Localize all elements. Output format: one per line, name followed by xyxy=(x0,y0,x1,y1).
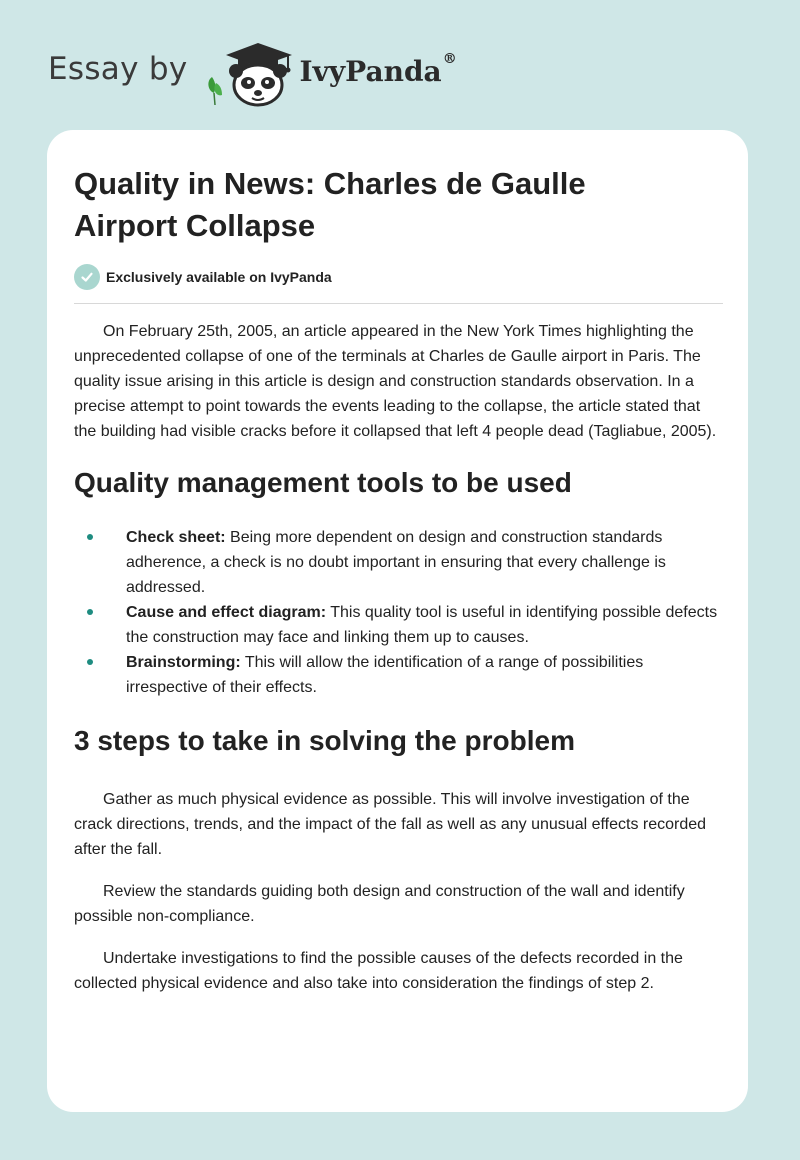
article-body xyxy=(74,319,724,1013)
bullet-icon xyxy=(87,534,93,540)
panda-logo-icon[interactable] xyxy=(202,37,298,109)
registered-mark: ® xyxy=(442,50,457,67)
divider xyxy=(74,303,723,304)
brand-prefix: Essay by xyxy=(48,51,188,87)
exclusive-badge xyxy=(74,264,332,290)
section-heading-tools: Quality management tools to be used xyxy=(74,467,572,498)
brand-name[interactable]: IvyPanda® xyxy=(299,50,457,88)
step-paragraph-1: Gather as much physical evidence as possible. This will involve investigation of the crack directions, trends, and the impact of the fall as well as any unusual effects recorded after the fall. xyxy=(74,791,707,858)
exclusive-label: Exclusively available on IvyPanda xyxy=(106,269,332,285)
list-item-term: Cause and effect diagram: xyxy=(126,604,327,621)
essay-card xyxy=(47,130,748,1112)
list-item-text: This will allow the identification of a range of possibilities irrespective of their effects. xyxy=(126,654,644,696)
bullet-icon xyxy=(87,609,93,615)
tools-list xyxy=(74,525,724,700)
list-item-term: Check sheet: xyxy=(126,529,226,546)
list-item xyxy=(74,525,724,600)
list-item xyxy=(74,650,724,700)
list-item xyxy=(74,600,724,650)
intro-paragraph: On February 25th, 2005, an article appeared in the New York Times highlighting the unprecedented collapse of one of the terminals at Charles de Gaulle airport in Paris. The quality issue arising in this article is design and construction standards observation. In a precise attempt to point towards the events leading to the collapse, the article stated that the building had visible cracks before it collapsed that left 4 people dead (Tagliabue, 2005). xyxy=(74,323,717,440)
page-title: Quality in News: Charles de Gaulle Airport Collapse xyxy=(74,166,586,243)
list-item-term: Brainstorming: xyxy=(126,654,241,671)
step-paragraph-2: Review the standards guiding both design and construction of the wall and identify possible non-compliance. xyxy=(74,883,685,925)
section-heading-steps: 3 steps to take in solving the problem xyxy=(74,725,575,756)
list-item-text: Being more dependent on design and construction standards adherence, a check is no doubt important in ensuring that every challenge is addressed. xyxy=(126,529,666,596)
check-icon xyxy=(74,264,100,290)
step-paragraph-3: Undertake investigations to find the possible causes of the defects recorded in the collected physical evidence and also take into consideration the findings of step 2. xyxy=(74,950,683,992)
bullet-icon xyxy=(87,659,93,665)
brand-header xyxy=(48,38,457,108)
steps-section xyxy=(74,787,724,996)
list-item-text: This quality tool is useful in identifying possible defects the construction may face and linking them up to causes. xyxy=(126,604,718,646)
